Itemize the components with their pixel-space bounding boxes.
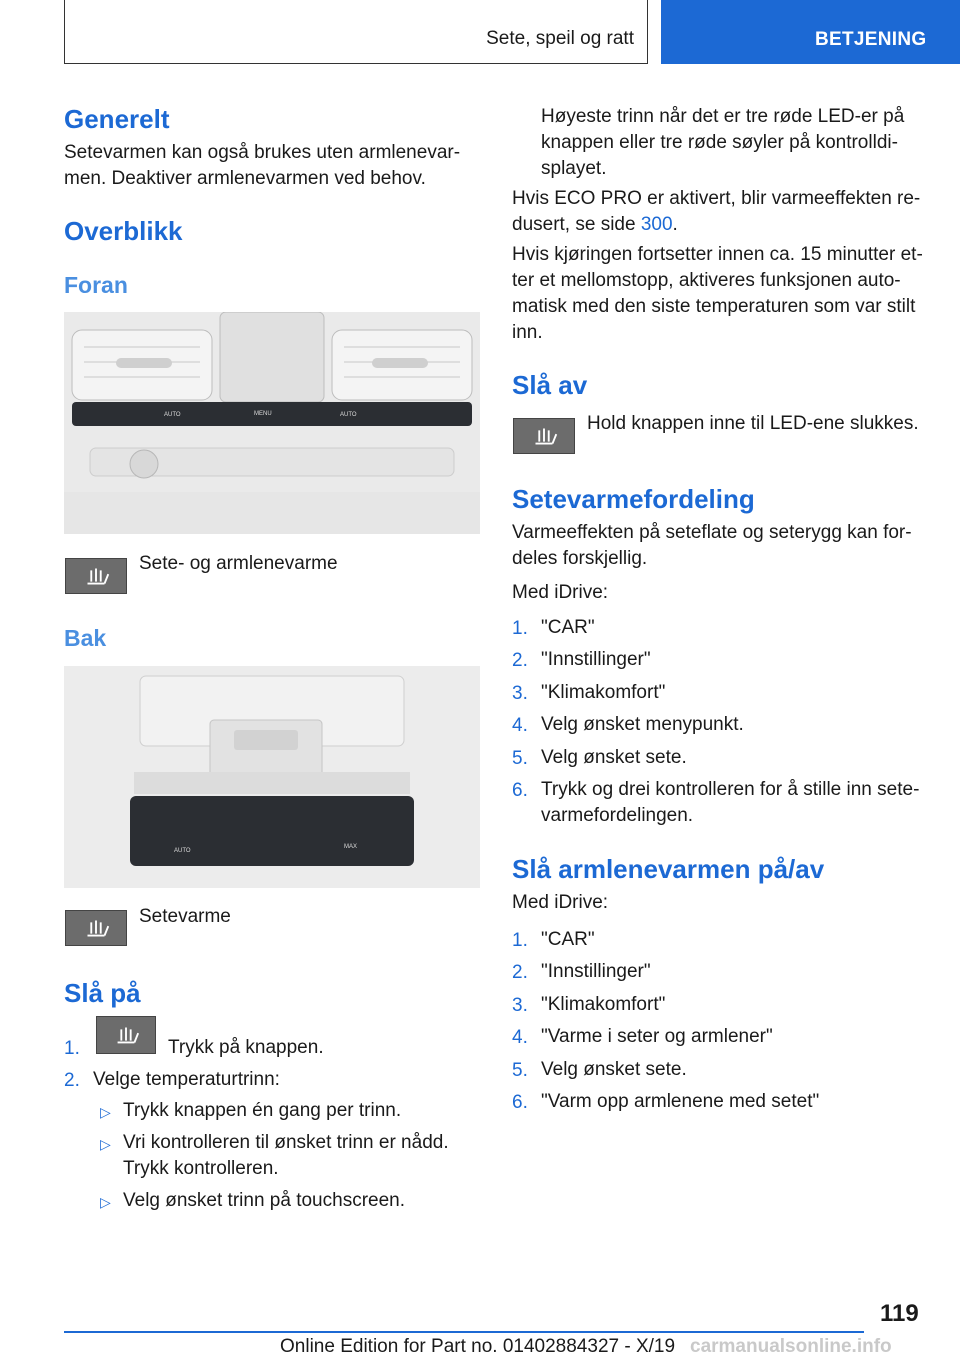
- bullet-triangle-icon: ▷: [100, 1194, 111, 1210]
- sub-step-2-line1: Vri kontrolleren til ønsket trinn er nådd.: [123, 1132, 449, 1153]
- list1-item-text: "CAR": [541, 617, 595, 638]
- list2-item-number: 2.: [512, 962, 528, 984]
- heading-slaa-paa: Slå på: [64, 978, 141, 1008]
- step-1-text: Trykk på knappen.: [168, 1037, 324, 1058]
- svg-text:MAX: MAX: [344, 844, 358, 850]
- heading-armlenevarmen: Slå armlenevarmen på/av: [512, 854, 825, 884]
- list1-item-number: 1.: [512, 618, 528, 639]
- list1-item-text: Trykk og drei kontrolleren for å stille inn sete-: [541, 779, 920, 800]
- idrive-label-2: Med iDrive:: [512, 892, 609, 913]
- fordeling-line1: Varmeeffekten på seteflate og seterygg kan for-: [512, 522, 912, 543]
- list1-item6-line2: varmefordelingen.: [541, 805, 694, 826]
- list2-item-text: Velg ønsket sete.: [541, 1058, 687, 1080]
- list2-item-number: 3.: [512, 994, 528, 1016]
- eco-line2: dusert, se side 300.: [512, 214, 678, 235]
- svg-text:AUTO: AUTO: [174, 848, 191, 854]
- header-section-title: Sete, speil og ratt: [486, 28, 634, 49]
- list2-item-number: 6.: [512, 1092, 528, 1113]
- stop-line3: matisk med den siste temperaturen som var stilt: [512, 296, 916, 317]
- idrive-label-1: Med iDrive:: [512, 582, 609, 603]
- heading-setevarmefordeling: Setevarmefordeling: [512, 484, 755, 514]
- continued-line1: Høyeste trinn når det er tre røde LED-er på: [541, 106, 905, 127]
- seat-heating-icon: [65, 558, 127, 594]
- stop-line1: Hvis kjøringen fortsetter innen ca. 15 minutter et-: [512, 244, 923, 265]
- slaa-av-text: Hold knappen inne til LED-ene slukkes.: [587, 413, 919, 434]
- fordeling-line2: deles forskjellig.: [512, 548, 648, 569]
- list2-item-number: 1.: [512, 930, 528, 951]
- watermark-logo: carmanualsonline.info: [690, 1336, 892, 1357]
- svg-text:AUTO: AUTO: [164, 412, 181, 418]
- list2-item-number: 5.: [512, 1059, 528, 1081]
- seat-heating-off-icon: [513, 418, 575, 454]
- generelt-text-line1: Setevarmen kan også brukes uten armlenevar-: [64, 142, 461, 163]
- list2-item-number: 4.: [512, 1027, 528, 1049]
- bullet-triangle-icon: ▷: [100, 1136, 111, 1152]
- heading-overblikk: Overblikk: [64, 216, 183, 246]
- eco-line1: Hvis ECO PRO er aktivert, blir varmeeffekten re-: [512, 188, 921, 209]
- sub-step-2-line2: Trykk kontrolleren.: [123, 1158, 279, 1179]
- stop-line2: ter et mellomstopp, aktiveres funksjonen auto-: [512, 270, 901, 291]
- svg-text:AUTO: AUTO: [340, 412, 357, 418]
- seat-heating-rear-icon: [65, 910, 127, 946]
- footer-divider: [64, 1331, 864, 1333]
- list1-item-text: "Klimakomfort": [541, 681, 666, 703]
- list1-item-text: "Innstillinger": [541, 649, 651, 671]
- list1-item-number: 6.: [512, 780, 528, 801]
- list2-item-text: "CAR": [541, 929, 595, 950]
- foran-caption: Sete- og armlenevarme: [139, 553, 338, 574]
- list1-item-text: Velg ønsket menypunkt.: [541, 714, 744, 736]
- heading-generelt: Generelt: [64, 104, 170, 134]
- list1-item-number: 3.: [512, 682, 528, 704]
- page-link-300[interactable]: 300: [640, 214, 673, 235]
- continued-line3: splayet.: [541, 158, 607, 179]
- footer-edition: Online Edition for Part no. 01402884327 - X/19: [280, 1336, 676, 1357]
- subheading-bak: Bak: [64, 625, 107, 651]
- stop-line4: inn.: [512, 322, 543, 343]
- subheading-foran: Foran: [64, 272, 128, 298]
- list1-item-text: Velg ønsket sete.: [541, 746, 687, 768]
- heading-slaa-av: Slå av: [512, 370, 588, 400]
- page-number: 119: [880, 1300, 919, 1327]
- sub-step-3: Velg ønsket trinn på touchscreen.: [123, 1190, 405, 1211]
- bullet-triangle-icon: ▷: [100, 1104, 111, 1120]
- step-1-number: 1.: [64, 1038, 80, 1059]
- svg-text:MENU: MENU: [254, 411, 272, 417]
- step-2-text: Velge temperaturtrinn:: [93, 1069, 280, 1090]
- rear-console-photo: [64, 666, 480, 888]
- list2-item-text: "Varme i seter og armlener": [541, 1026, 773, 1048]
- list1-item-number: 4.: [512, 715, 528, 737]
- list2-item-text: "Innstillinger": [541, 961, 651, 983]
- front-console-photo: [64, 312, 480, 534]
- header-chapter-tab: BETJENING: [661, 0, 960, 64]
- seat-heating-button-icon: [96, 1016, 156, 1054]
- generelt-text-line2: men. Deaktiver armlenevarmen ved behov.: [64, 168, 426, 189]
- list2-item-text: "Klimakomfort": [541, 993, 666, 1015]
- continued-line2: knappen eller tre røde søyler på kontrolldi-: [541, 132, 898, 153]
- list2-item-text: "Varm opp armlenene med setet": [541, 1091, 820, 1112]
- bak-caption: Setevarme: [139, 906, 231, 927]
- sub-step-1: Trykk knappen én gang per trinn.: [123, 1100, 402, 1121]
- step-2-number: 2.: [64, 1070, 80, 1091]
- list1-item-number: 2.: [512, 650, 528, 672]
- list1-item-number: 5.: [512, 747, 528, 769]
